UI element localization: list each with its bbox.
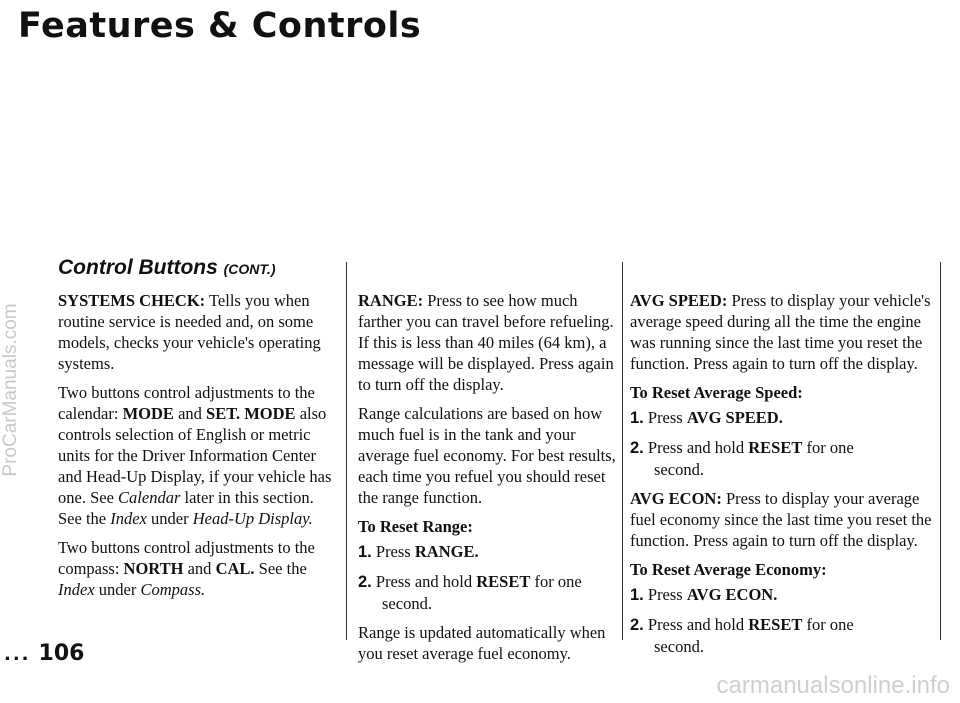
column-divider-2 <box>622 262 623 640</box>
reset-range-step-2: 2. Press and hold RESET for one second. <box>358 572 582 613</box>
section-title: Control Buttons (CONT.) <box>58 256 276 279</box>
range-paragraph: RANGE: Press to see how much farther you can travel before refueling. If this is less than 40 miles (64 km), a message will be displayed. Press again to turn off the display. <box>358 291 614 394</box>
reset-avg-speed-step-2: 2. Press and hold RESET for one second. <box>630 438 854 479</box>
calendar-paragraph: Two buttons control adjustments to the calendar: MODE and SET. MODE also controls selection of English or metric units for the Driver Information Center and Head-Up Display, if your vehicle has one. See Calendar later in this section. See the Index under Head-Up Display. <box>58 383 332 528</box>
range-calc-paragraph: Range calculations are based on how much fuel is in the tank and your average fuel economy. For best results, each time you refuel you should reset the range function. <box>358 404 616 507</box>
systems-check-paragraph: SYSTEMS CHECK: Tells you when routine service is needed and, on some models, checks your vehicle's operating systems. <box>58 291 321 373</box>
reset-range-heading: To Reset Range: <box>358 517 473 536</box>
page-number: ... 106 <box>4 641 85 666</box>
bottom-watermark: carmanualsonline.info <box>716 672 950 699</box>
reset-range-step-1: 1. Press RANGE. <box>358 542 479 561</box>
reset-avg-speed-heading: To Reset Average Speed: <box>630 383 803 402</box>
column-2 <box>358 290 616 672</box>
avg-speed-paragraph: AVG SPEED: Press to display your vehicle's average speed during all the time the engine was running since the last time you reset the function. Press again to turn off the display. <box>630 291 931 373</box>
column-3 <box>630 290 932 665</box>
page-header: Features & Controls <box>18 6 422 46</box>
column-divider-1 <box>346 262 347 640</box>
side-watermark: ProCarManuals.com <box>0 303 21 477</box>
compass-paragraph: Two buttons control adjustments to the compass: NORTH and CAL. See the Index under Compass. <box>58 538 315 599</box>
reset-avg-econ-step-2: 2. Press and hold RESET for one second. <box>630 615 854 656</box>
column-divider-3 <box>940 262 941 640</box>
avg-econ-paragraph: AVG ECON: Press to display your average fuel economy since the last time you reset the function. Press again to turn off the display. <box>630 489 932 550</box>
column-1 <box>58 290 334 608</box>
reset-avg-econ-step-1: 1. Press AVG ECON. <box>630 585 778 604</box>
reset-avg-econ-heading: To Reset Average Economy: <box>630 560 827 579</box>
reset-avg-speed-step-1: 1. Press AVG SPEED. <box>630 408 783 427</box>
range-update-paragraph: Range is updated automatically when you reset average fuel economy. <box>358 623 606 663</box>
